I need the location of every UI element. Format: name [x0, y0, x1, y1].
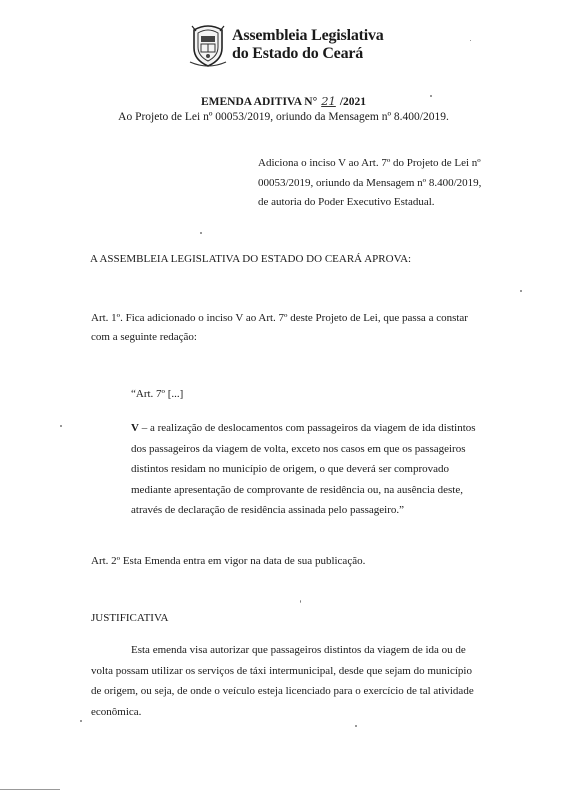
inciso-line-text: – a realização de deslocamentos com passageiros da viagem de ida distintos [141, 422, 476, 434]
inciso-line [131, 500, 509, 521]
scan-speck [80, 720, 82, 722]
inciso-line-text: distintos residam no município de origem, o que deverá ser comprovado [131, 463, 450, 475]
ementa-line: de autoria do Poder Executivo Estadual. [258, 196, 435, 208]
justification-text [91, 640, 507, 722]
article-2: Art. 2º Esta Emenda entra em vigor na data de sua publicação. [91, 555, 366, 567]
amendment-subtitle: Ao Projeto de Lei nº 00053/2019, oriundo da Mensagem nº 8.400/2019. [118, 111, 449, 123]
article-1-line-1: Art. 1º. Fica adicionado o inciso V ao Art. 7º deste Projeto de Lei, que passa a constar [91, 312, 468, 324]
page-edge-mark [0, 789, 60, 790]
title-suffix: /2021 [339, 96, 367, 108]
letterhead [188, 22, 428, 72]
inciso-line-text: através de declaração de residência assinada pelo passageiro.” [131, 504, 405, 516]
scan-speck [300, 600, 301, 603]
inciso-line-text: dos passageiros da viagem de volta, exceto nos casos em que os passageiros [131, 442, 466, 455]
inciso-line [131, 480, 509, 501]
inciso-line-text: mediante apresentação de comprovante de residência ou, na ausência deste, [131, 483, 463, 496]
scan-speck [520, 290, 522, 292]
justification-line-text: de origem, ou seja, de onde o veículo esteja licenciado para o exercício de tal atividade [91, 685, 474, 697]
justification-line [91, 640, 507, 661]
organization-name [232, 27, 384, 63]
ementa-line: Adiciona o inciso V ao Art. 7º do Projeto de Lei nº [258, 157, 481, 169]
justification-line-text: econômica. [91, 705, 142, 718]
ementa-line: 00053/2019, oriundo da Mensagem nº 8.400/2019, [258, 176, 482, 189]
enacting-clause: A ASSEMBLEIA LEGISLATIVA DO ESTADO DO CEARÁ APROVA: [90, 253, 412, 265]
inciso-label: V [131, 422, 139, 434]
quoted-article-head: “Art. 7º [...] [131, 388, 184, 400]
inciso-line [131, 418, 509, 439]
scan-speck [200, 232, 202, 234]
article-1-line-2: com a seguinte redação: [91, 331, 197, 343]
scan-speck [355, 725, 357, 727]
org-line-1: Assembleia Legislativa [232, 27, 384, 44]
org-line-2: do Estado do Ceará [232, 45, 364, 62]
justification-line-text: Esta emenda visa autorizar que passageiros distintos da viagem de ida ou de [131, 644, 466, 656]
justification-line [91, 661, 507, 682]
ementa [258, 154, 494, 213]
scan-speck [60, 425, 62, 427]
justification-line [91, 702, 507, 723]
title-prefix: EMENDA ADITIVA N° [200, 96, 318, 108]
scan-speck [430, 95, 432, 97]
justification-heading: JUSTIFICATIVA [91, 612, 169, 624]
inciso-v-text [131, 418, 509, 521]
inciso-line [131, 439, 509, 460]
state-coat-of-arms-icon [188, 22, 228, 68]
amendment-number: 21 [321, 94, 336, 108]
scan-speck [470, 40, 471, 41]
inciso-line [131, 459, 509, 480]
amendment-title [0, 94, 567, 108]
justification-line [91, 681, 507, 702]
justification-line-text: volta possam utilizar os serviços de táxi intermunicipal, desde que sejam do município [91, 664, 472, 677]
